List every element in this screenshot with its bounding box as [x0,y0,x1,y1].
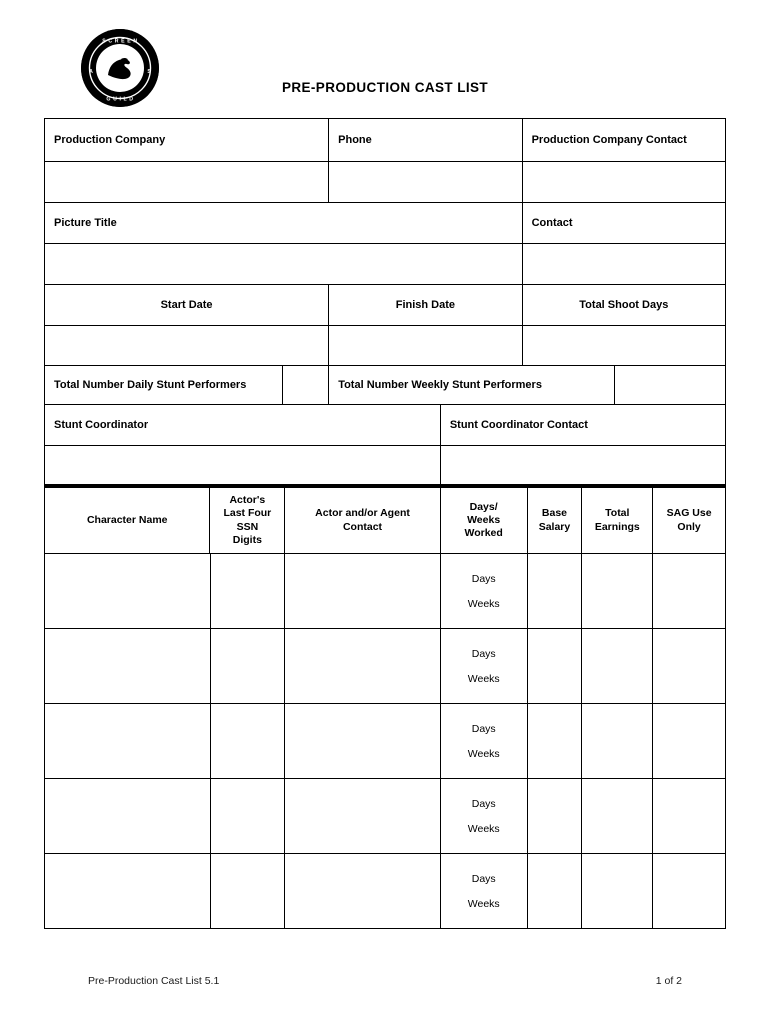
cell-total-earnings[interactable] [582,854,653,928]
sag-header-line-1: SAG Use [666,507,712,520]
table-row [45,779,725,854]
cell-base-salary[interactable] [528,554,583,628]
cell-ssn-digits[interactable] [211,704,286,778]
label-production-company: Production Company [45,119,329,161]
weeks-label: Weeks [467,897,500,910]
cell-days-weeks-worked[interactable] [441,704,528,778]
base-header-line-1: Base [541,507,567,520]
input-production-company[interactable] [45,162,329,202]
cell-ssn-digits[interactable] [211,779,286,853]
label-finish-date: Finish Date [329,285,522,325]
input-stunt-coordinator[interactable] [45,446,441,484]
table-row [45,854,725,929]
input-stunt-coordinator-contact[interactable] [441,446,725,484]
input-contact[interactable] [523,244,725,284]
cell-base-salary[interactable] [528,854,583,928]
cell-agent-contact[interactable] [285,779,441,853]
cell-total-earnings[interactable] [582,779,653,853]
svg-text:S C R E E N: S C R E E N [102,38,138,45]
cell-days-weeks-worked[interactable] [441,779,528,853]
input-total-shoot-days[interactable] [523,326,725,365]
label-phone: Phone [329,119,522,161]
label-total-weekly-stunt-performers: Total Number Weekly Stunt Performers [329,366,615,404]
weeks-label: Weeks [467,747,500,760]
input-total-daily-stunt-performers[interactable] [283,366,329,404]
page-title: PRE-PRODUCTION CAST LIST [281,80,489,95]
ssn-header-line-4: Digits [232,533,262,546]
column-header-days-weeks-worked [441,488,528,553]
label-total-shoot-days: Total Shoot Days [579,299,669,311]
cell-total-earnings[interactable] [582,629,653,703]
column-header-total-earnings [582,488,653,553]
table-row [45,629,725,704]
agent-header-line-2: Contact [342,520,383,533]
form-row-company-values [45,162,725,203]
days-label: Days [471,647,496,660]
label-start-date: Start Date [45,285,329,325]
cell-ssn-digits[interactable] [211,554,286,628]
input-finish-date[interactable] [329,326,522,365]
days-header-line-1: Days/ [469,500,498,513]
svg-text:G U I L D: G U I L D [106,96,134,103]
total-header-line-2: Earnings [594,520,640,533]
weeks-label: Weeks [467,597,500,610]
cell-sag-use-only[interactable] [653,704,725,778]
cell-agent-contact[interactable] [285,554,441,628]
cell-agent-contact[interactable] [285,629,441,703]
form-row-date-values [45,326,725,366]
days-label: Days [471,872,496,885]
footer-page-number: 1 of 2 [655,975,682,987]
days-label: Days [471,797,496,810]
column-header-agent-contact [285,488,441,553]
days-label: Days [471,572,496,585]
days-label: Days [471,722,496,735]
cell-sag-use-only[interactable] [653,554,725,628]
agent-header-line-1: Actor and/or Agent [315,507,410,520]
form-row-stunt-counts [45,366,725,405]
column-header-base-salary [528,488,583,553]
cell-days-weeks-worked[interactable] [441,554,528,628]
label-stunt-coordinator: Stunt Coordinator [45,405,441,445]
weeks-label: Weeks [467,822,500,835]
label-picture-title: Picture Title [45,203,523,243]
cell-agent-contact[interactable] [285,704,441,778]
document-header [0,0,770,110]
cell-ssn-digits[interactable] [211,854,286,928]
label-total-daily-stunt-performers: Total Number Daily Stunt Performers [45,366,283,404]
cell-character-name[interactable] [45,704,211,778]
cell-character-name[interactable] [45,779,211,853]
form-row-stunt-coordinator-values [45,446,725,486]
cell-sag-use-only[interactable] [653,854,725,928]
form-row-company-labels [45,119,725,162]
sag-logo-icon [81,29,159,107]
cell-character-name[interactable] [45,554,211,628]
footer-form-name: Pre-Production Cast List 5.1 [88,975,220,987]
input-total-weekly-stunt-performers[interactable] [615,366,725,404]
days-header-line-3: Worked [464,527,503,540]
total-header-line-1: Total [605,507,630,520]
label-contact: Contact [531,217,573,229]
form-row-picture-values [45,244,725,285]
column-header-ssn-digits [210,488,285,553]
cell-base-salary[interactable] [528,704,583,778]
ssn-header-line-3: SSN [236,520,259,533]
sag-header-line-2: Only [677,520,701,533]
cast-table-header [45,486,725,554]
ssn-header-line-1: Actor's [229,494,266,507]
column-header-sag-use-only [653,488,725,553]
input-phone[interactable] [329,162,522,202]
input-start-date[interactable] [45,326,329,365]
table-row [45,704,725,779]
cell-character-name[interactable] [45,854,211,928]
cell-sag-use-only[interactable] [653,779,725,853]
cell-sag-use-only[interactable] [653,629,725,703]
input-production-company-contact[interactable] [523,162,725,202]
cell-base-salary[interactable] [528,629,583,703]
label-production-company-contact: Production Company Contact [531,134,687,146]
column-header-character-name: Character Name [45,488,210,553]
days-header-line-2: Weeks [467,513,501,526]
ssn-header-line-2: Last Four [223,507,272,520]
cell-total-earnings[interactable] [582,554,653,628]
form-row-date-labels [45,285,725,326]
cell-character-name[interactable] [45,629,211,703]
cell-total-earnings[interactable] [582,704,653,778]
svg-text:A: A [89,69,93,75]
cell-days-weeks-worked[interactable] [441,854,528,928]
cell-days-weeks-worked[interactable] [441,629,528,703]
weeks-label: Weeks [467,672,500,685]
cell-base-salary[interactable] [528,779,583,853]
form-row-picture-labels [45,203,725,244]
base-header-line-2: Salary [538,520,571,533]
page-footer [88,975,682,987]
label-stunt-coordinator-contact: Stunt Coordinator Contact [449,419,588,431]
table-row [45,554,725,629]
cell-ssn-digits[interactable] [211,629,286,703]
input-picture-title[interactable] [45,244,523,284]
svg-text:S: S [147,69,151,75]
cell-agent-contact[interactable] [285,854,441,928]
form-row-stunt-coordinator-labels [45,405,725,446]
cast-list-form [44,118,726,929]
